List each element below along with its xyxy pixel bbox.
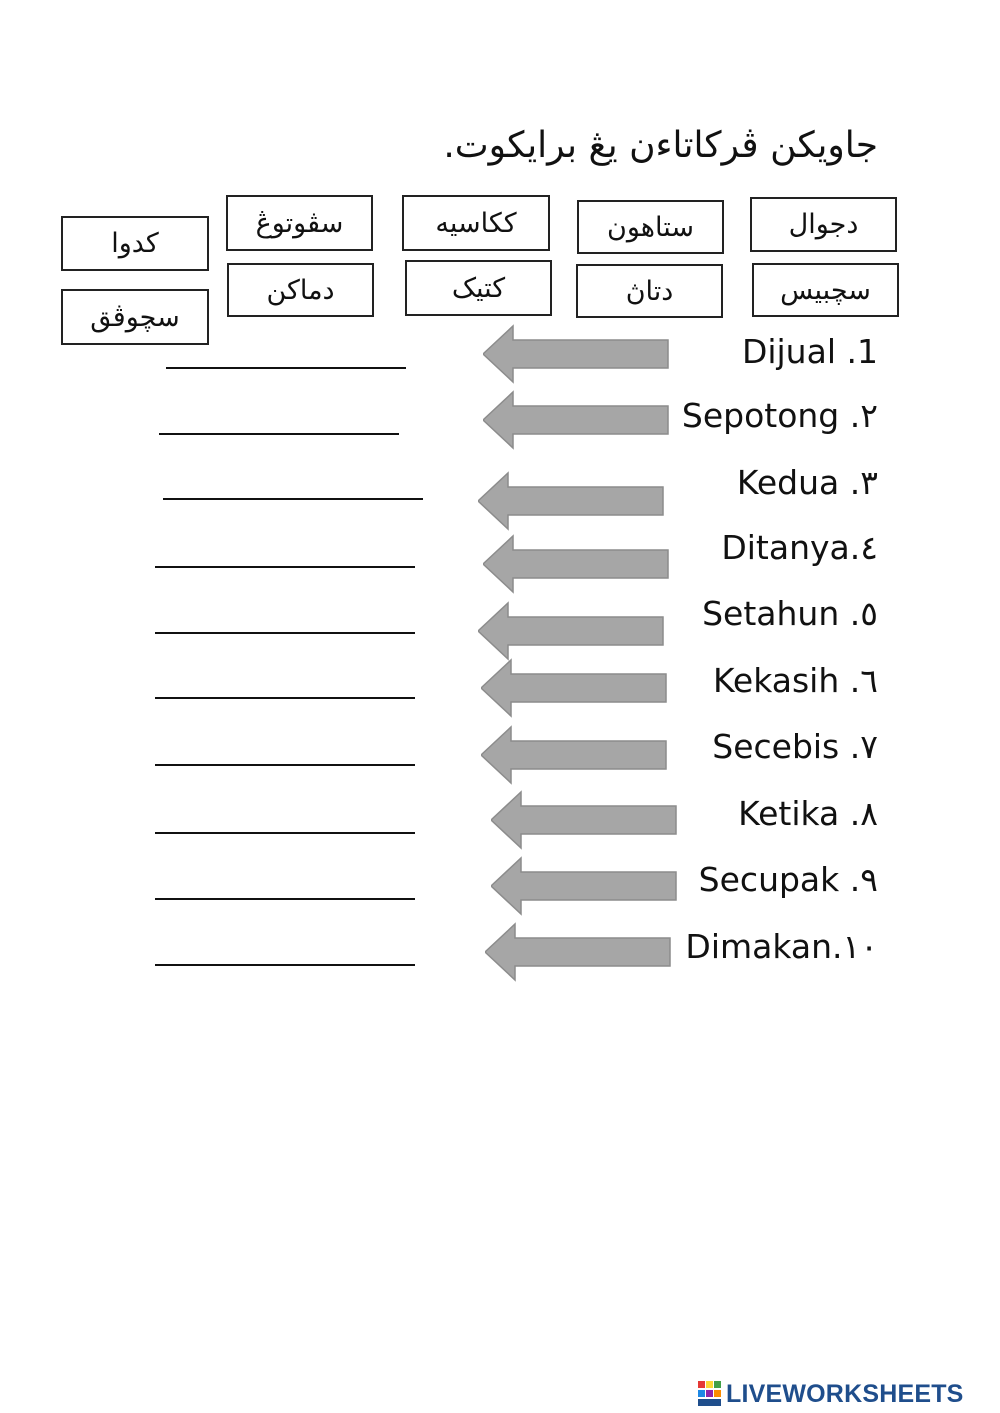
word-box-ditanya[interactable]: دتاڽ <box>576 264 723 318</box>
answer-line[interactable] <box>155 566 415 568</box>
question-label <box>682 394 878 438</box>
word-box-dijual[interactable]: دجوال <box>750 197 897 252</box>
answer-line[interactable] <box>155 764 415 766</box>
question-number: .٣ <box>849 463 878 502</box>
question-number: .٦ <box>849 661 878 700</box>
left-arrow-icon <box>483 534 673 594</box>
word-box-ketika[interactable]: كتيک <box>405 260 552 316</box>
word-box-kedua[interactable]: كدوا <box>61 216 209 271</box>
question-label <box>738 792 878 836</box>
question-number: .٧ <box>849 727 878 766</box>
question-number: .٨ <box>849 794 878 833</box>
left-arrow-icon <box>491 856 681 916</box>
answer-line[interactable] <box>163 498 423 500</box>
question-word: Ketika <box>738 794 840 833</box>
question-word: Sepotong <box>681 396 840 435</box>
answer-line[interactable] <box>155 697 415 699</box>
question-label <box>702 592 878 636</box>
answer-line[interactable] <box>155 632 415 634</box>
question-row-4 <box>0 528 1000 594</box>
question-word: Setahun <box>702 594 840 633</box>
question-label <box>713 659 878 703</box>
question-word: Dijual <box>741 332 836 371</box>
question-word: Dimakan <box>685 927 833 966</box>
question-row-9 <box>0 856 1000 916</box>
question-number: .١٠ <box>832 927 878 966</box>
liveworksheets-logo-icon <box>698 1381 722 1407</box>
question-word: Kedua <box>736 463 840 502</box>
question-row-2 <box>0 390 1000 450</box>
question-label <box>721 526 878 570</box>
question-number: .٩ <box>849 860 878 899</box>
answer-line[interactable] <box>155 898 415 900</box>
word-box-sepotong[interactable]: سڤوتوڠ <box>226 195 373 251</box>
left-arrow-icon <box>478 601 668 661</box>
question-label <box>737 461 878 505</box>
question-row-7 <box>0 725 1000 785</box>
left-arrow-icon <box>485 922 675 982</box>
question-label <box>699 858 878 902</box>
left-arrow-icon <box>481 725 671 785</box>
answer-line[interactable] <box>155 964 415 966</box>
left-arrow-icon <box>491 790 681 850</box>
word-box-secebis[interactable]: سچبيس <box>752 263 899 317</box>
left-arrow-icon <box>481 658 671 718</box>
question-label <box>742 330 878 374</box>
question-label <box>685 925 878 969</box>
question-row-3 <box>0 463 1000 531</box>
word-box-dimakan[interactable]: دماكن <box>227 263 374 317</box>
left-arrow-icon <box>478 471 668 531</box>
question-word: Secebis <box>712 727 840 766</box>
question-word: Kekasih <box>712 661 840 700</box>
answer-line[interactable] <box>159 433 399 435</box>
brand-name: LIVEWORKSHEETS <box>726 1380 964 1408</box>
instruction-text: جاويكن ڤركاتاءن يڠ برايكوت. <box>443 125 878 166</box>
question-label <box>712 725 878 769</box>
liveworksheets-logo[interactable] <box>698 1379 964 1409</box>
question-number: .٢ <box>849 396 878 435</box>
question-row-1 <box>0 324 1000 384</box>
question-row-6 <box>0 658 1000 718</box>
question-number: .٤ <box>849 528 878 567</box>
answer-line[interactable] <box>155 832 415 834</box>
left-arrow-icon <box>483 390 673 450</box>
word-box-secupak[interactable]: سچوڤق <box>61 289 209 345</box>
question-number: .٥ <box>849 594 878 633</box>
question-word: Ditanya <box>721 528 850 567</box>
answer-line[interactable] <box>166 367 406 369</box>
word-box-setahun[interactable]: ستاهون <box>577 200 724 254</box>
question-word: Secupak <box>698 860 840 899</box>
question-row-8 <box>0 790 1000 850</box>
left-arrow-icon <box>483 324 673 384</box>
question-number: .1 <box>846 332 878 371</box>
question-row-5 <box>0 594 1000 661</box>
question-row-10 <box>0 922 1000 982</box>
word-box-kekasih[interactable]: ككاسيه <box>402 195 550 251</box>
